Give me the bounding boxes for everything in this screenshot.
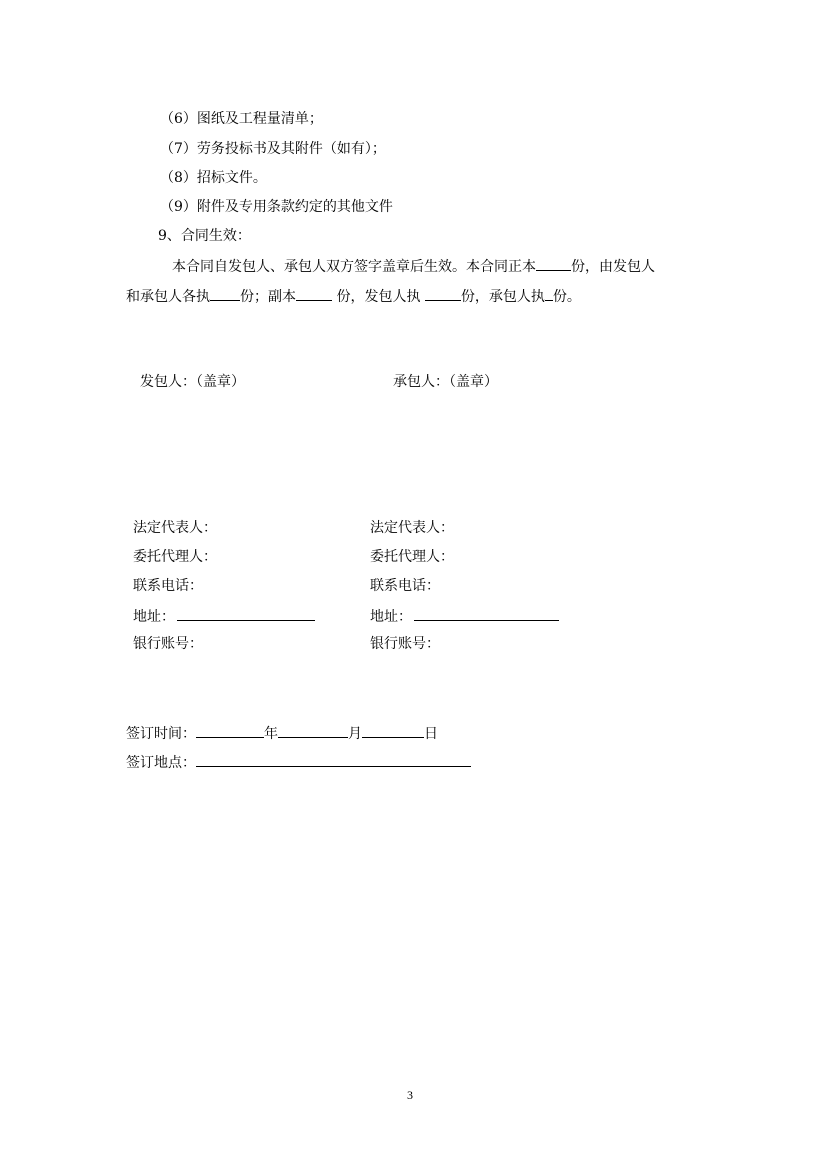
- right-legal-rep: [370, 519, 454, 537]
- left-address: [133, 606, 315, 626]
- page-number: [407, 1086, 413, 1104]
- paragraph-text: 份。: [552, 289, 581, 305]
- paragraph-text: 份，由发包人: [571, 259, 655, 275]
- list-item-7: [160, 140, 386, 158]
- page-number-text: 3: [407, 1088, 413, 1102]
- employer-copies-blank[interactable]: [425, 286, 461, 301]
- contractor-seal: [393, 373, 498, 391]
- section-heading: [158, 227, 251, 245]
- field-label: 法定代表人：: [133, 520, 217, 536]
- employer-seal: [140, 373, 245, 391]
- effect-paragraph-line-1: [172, 256, 655, 276]
- list-item-text: （6）图纸及工程量清单；: [160, 111, 323, 127]
- original-copies-blank[interactable]: [536, 256, 571, 271]
- field-label: 地址：: [133, 609, 175, 625]
- right-bank: [370, 635, 440, 653]
- paragraph-text: 份；副本: [240, 289, 296, 305]
- employer-seal-label: 发包人：（盖章）: [140, 374, 245, 390]
- field-label: 银行账号：: [133, 636, 203, 652]
- right-agent: [370, 548, 454, 566]
- field-label: 联系电话：: [133, 578, 203, 594]
- paragraph-text: 份，发包人执: [332, 289, 425, 305]
- section-heading-text: 9、合同生效：: [158, 228, 251, 244]
- year-blank[interactable]: [196, 723, 264, 738]
- day-label: 日: [424, 726, 438, 742]
- year-label: 年: [264, 726, 278, 742]
- field-label: 委托代理人：: [133, 549, 217, 565]
- list-item-text: （8）招标文件。: [160, 170, 267, 186]
- paragraph-text: 份，承包人执: [460, 289, 545, 305]
- list-item-9: [160, 198, 393, 216]
- each-holds-blank[interactable]: [210, 286, 240, 301]
- month-blank[interactable]: [278, 723, 348, 738]
- left-address-blank[interactable]: [177, 606, 315, 621]
- field-label: 联系电话：: [370, 578, 440, 594]
- list-item-8: [160, 169, 267, 187]
- day-blank[interactable]: [362, 723, 424, 738]
- paragraph-text: 和承包人各执: [126, 289, 210, 305]
- field-label: 委托代理人：: [370, 549, 454, 565]
- left-bank: [133, 635, 203, 653]
- signing-time: [126, 723, 438, 743]
- month-label: 月: [348, 726, 362, 742]
- right-address-blank[interactable]: [414, 606, 559, 621]
- signing-place: [126, 752, 471, 772]
- right-phone: [370, 577, 440, 595]
- field-label: 银行账号：: [370, 636, 440, 652]
- right-address: [370, 606, 559, 626]
- list-item-text: （7）劳务投标书及其附件（如有）；: [160, 141, 386, 157]
- field-label: 地址：: [370, 609, 412, 625]
- paragraph-text: 本合同自发包人、承包人双方签字盖章后生效。本合同正本: [172, 259, 536, 275]
- left-legal-rep: [133, 519, 217, 537]
- signing-place-label: 签订地点：: [126, 755, 196, 771]
- left-agent: [133, 548, 217, 566]
- list-item-6: [160, 110, 323, 128]
- field-label: 法定代表人：: [370, 520, 454, 536]
- contractor-copies-blank[interactable]: [545, 286, 553, 301]
- left-phone: [133, 577, 203, 595]
- duplicate-copies-blank[interactable]: [296, 286, 332, 301]
- place-blank[interactable]: [196, 752, 471, 767]
- effect-paragraph-line-2: [126, 286, 581, 306]
- list-item-text: （9）附件及专用条款约定的其他文件: [160, 199, 393, 215]
- signing-time-label: 签订时间：: [126, 726, 196, 742]
- contractor-seal-label: 承包人：（盖章）: [393, 374, 498, 390]
